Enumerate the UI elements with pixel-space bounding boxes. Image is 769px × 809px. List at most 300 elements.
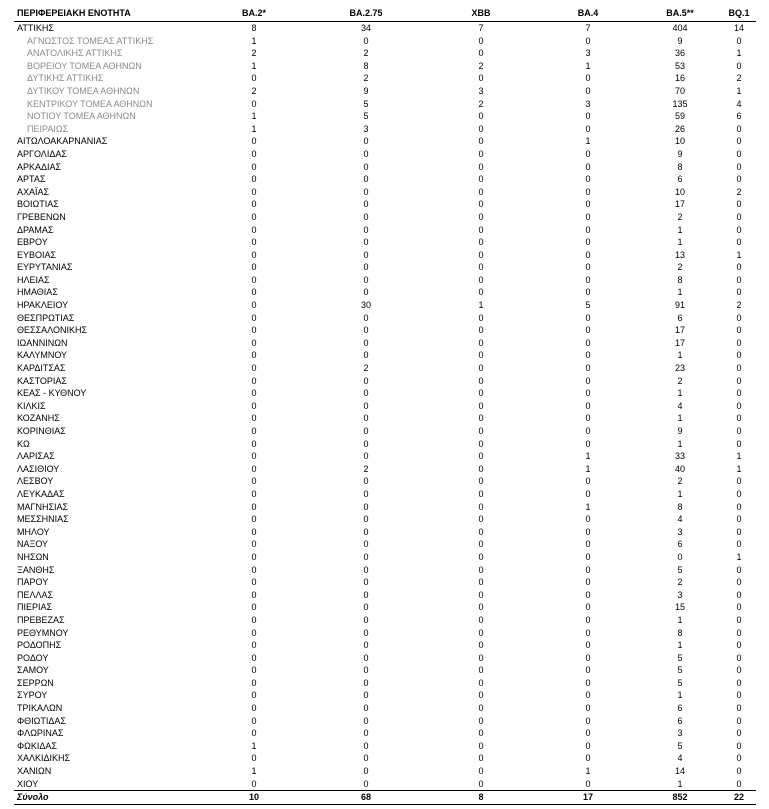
count-cell: 0 <box>736 60 742 71</box>
count-cell: 36 <box>674 48 685 59</box>
count-cell: 0 <box>585 337 591 348</box>
region-name: ΒΟΡΕΙΟΥ ΤΟΜΕΑ ΑΘΗΝΩΝ <box>27 60 142 71</box>
table-row <box>14 715 756 728</box>
sub-region-row <box>14 47 756 60</box>
count-cell: 0 <box>585 186 591 197</box>
count-cell: 1 <box>736 451 742 462</box>
count-cell: 0 <box>736 274 742 285</box>
count-cell: 0 <box>363 161 369 172</box>
region-name: ΑΧΑΪΑΣ <box>17 186 50 197</box>
count-cell: 5 <box>677 677 683 688</box>
table-body <box>14 22 756 791</box>
count-cell: 0 <box>251 375 257 386</box>
region-name: ΛΕΥΚΑΔΑΣ <box>17 488 65 499</box>
count-cell: 0 <box>736 690 742 701</box>
count-cell: 0 <box>478 161 484 172</box>
count-cell: 0 <box>478 740 484 751</box>
count-cell: 5 <box>677 665 683 676</box>
table-row <box>14 538 756 551</box>
count-cell: 0 <box>478 174 484 185</box>
table-row <box>14 702 756 715</box>
region-name: ΑΤΤΙΚΗΣ <box>17 23 54 33</box>
count-cell: 0 <box>736 501 742 512</box>
region-name: ΑΡΚΑΔΙΑΣ <box>17 161 62 172</box>
count-cell: 1 <box>677 237 683 248</box>
count-cell: 0 <box>736 35 742 46</box>
count-cell: 0 <box>478 640 484 651</box>
count-cell: 2 <box>736 186 742 197</box>
region-name: ΧΙΟΥ <box>17 778 39 789</box>
count-cell: 0 <box>251 778 257 789</box>
region-name: ΘΕΣΠΡΩΤΙΑΣ <box>17 312 75 323</box>
table-row <box>14 148 756 161</box>
count-cell: 1 <box>736 551 742 562</box>
count-cell: 3 <box>677 526 683 537</box>
header-bq1: BQ.1 <box>722 5 756 22</box>
count-cell: 0 <box>478 186 484 197</box>
count-cell: 0 <box>363 526 369 537</box>
region-name: ΠΕΙΡΑΙΩΣ <box>27 123 69 134</box>
count-cell: 0 <box>585 123 591 134</box>
region-name: ΔΡΑΜΑΣ <box>17 224 54 235</box>
count-cell: 0 <box>478 274 484 285</box>
count-cell: 0 <box>736 237 742 248</box>
count-cell: 0 <box>585 488 591 499</box>
count-cell: 0 <box>736 148 742 159</box>
count-cell: 0 <box>736 199 742 210</box>
count-cell: 9 <box>677 35 683 46</box>
count-cell: 0 <box>478 400 484 411</box>
count-cell: 0 <box>251 186 257 197</box>
region-name: ΕΥΒΟΙΑΣ <box>17 249 57 260</box>
count-cell: 0 <box>736 740 742 751</box>
count-cell: 0 <box>478 778 484 789</box>
count-cell: 0 <box>363 589 369 600</box>
count-cell: 0 <box>585 211 591 222</box>
count-cell: 6 <box>677 715 683 726</box>
count-cell: 0 <box>736 640 742 651</box>
table-row <box>14 173 756 186</box>
table-row <box>14 727 756 740</box>
table-row <box>14 186 756 199</box>
count-cell: 0 <box>478 501 484 512</box>
table-row <box>14 387 756 400</box>
count-cell: 0 <box>736 488 742 499</box>
count-cell: 0 <box>363 488 369 499</box>
count-cell: 0 <box>478 438 484 449</box>
count-cell: 0 <box>736 614 742 625</box>
count-cell: 0 <box>251 199 257 210</box>
count-cell: 0 <box>251 174 257 185</box>
variants-table-container <box>14 5 756 805</box>
count-cell: 0 <box>478 665 484 676</box>
count-cell: 0 <box>363 136 369 147</box>
count-cell: 0 <box>585 715 591 726</box>
header-ba5: BA.5** <box>638 5 722 22</box>
count-cell: 0 <box>478 148 484 159</box>
count-cell: 0 <box>585 325 591 336</box>
count-cell: 0 <box>363 577 369 588</box>
table-row <box>14 614 756 627</box>
count-cell: 0 <box>251 514 257 525</box>
sub-region-row <box>14 123 756 136</box>
count-cell: 17 <box>674 199 685 210</box>
count-cell: 0 <box>736 388 742 399</box>
table-row <box>14 412 756 425</box>
count-cell: 1 <box>677 640 683 651</box>
count-cell: 6 <box>736 111 742 122</box>
count-cell: 0 <box>736 778 742 789</box>
count-cell: 0 <box>363 539 369 550</box>
count-cell: 0 <box>251 753 257 764</box>
table-row <box>14 551 756 564</box>
count-cell: 0 <box>585 174 591 185</box>
total-cell: 10 <box>200 791 308 805</box>
count-cell: 1 <box>251 766 257 777</box>
count-cell: 0 <box>363 728 369 739</box>
count-cell: 0 <box>736 715 742 726</box>
count-cell: 0 <box>585 85 591 96</box>
count-cell: 0 <box>478 476 484 487</box>
table-row <box>14 135 756 148</box>
count-cell: 0 <box>478 463 484 474</box>
count-cell: 0 <box>478 715 484 726</box>
count-cell: 0 <box>736 476 742 487</box>
count-cell: 2 <box>363 48 369 59</box>
region-name: ΧΑΝΙΩΝ <box>17 766 52 777</box>
count-cell: 0 <box>585 312 591 323</box>
count-cell: 4 <box>677 400 683 411</box>
region-name: ΞΑΝΘΗΣ <box>17 564 55 575</box>
count-cell: 8 <box>251 23 257 33</box>
count-cell: 0 <box>478 262 484 273</box>
count-cell: 6 <box>677 174 683 185</box>
count-cell: 0 <box>736 400 742 411</box>
count-cell: 1 <box>677 614 683 625</box>
count-cell: 0 <box>585 438 591 449</box>
count-cell: 0 <box>363 665 369 676</box>
table-row <box>14 488 756 501</box>
count-cell: 0 <box>585 224 591 235</box>
count-cell: 0 <box>736 211 742 222</box>
count-cell: 0 <box>251 728 257 739</box>
count-cell: 14 <box>674 766 685 777</box>
count-cell: 0 <box>251 350 257 361</box>
count-cell: 4 <box>677 753 683 764</box>
count-cell: 17 <box>674 325 685 336</box>
count-cell: 0 <box>251 703 257 714</box>
count-cell: 2 <box>736 300 742 311</box>
count-cell: 0 <box>363 174 369 185</box>
count-cell: 91 <box>674 300 685 311</box>
region-name: ΔΥΤΙΚΗΣ ΑΤΤΙΚΗΣ <box>27 73 104 84</box>
count-cell: 0 <box>585 35 591 46</box>
count-cell: 0 <box>585 413 591 424</box>
region-name: ΣΥΡΟΥ <box>17 690 48 701</box>
count-cell: 0 <box>478 199 484 210</box>
table-row <box>14 324 756 337</box>
sub-region-row <box>14 35 756 48</box>
count-cell: 0 <box>736 728 742 739</box>
region-name: ΦΘΙΩΤΙΔΑΣ <box>17 715 66 726</box>
count-cell: 1 <box>736 48 742 59</box>
count-cell: 0 <box>363 375 369 386</box>
count-cell: 0 <box>363 312 369 323</box>
table-row <box>14 689 756 702</box>
region-name: ΝΗΣΩΝ <box>17 551 49 562</box>
count-cell: 0 <box>363 614 369 625</box>
count-cell: 0 <box>478 627 484 638</box>
region-name: ΗΜΑΘΙΑΣ <box>17 287 58 298</box>
count-cell: 0 <box>736 375 742 386</box>
count-cell: 6 <box>677 703 683 714</box>
count-cell: 3 <box>677 589 683 600</box>
count-cell: 0 <box>251 539 257 550</box>
region-name: ΠΕΛΛΑΣ <box>17 589 54 600</box>
count-cell: 0 <box>251 488 257 499</box>
region-name: ΚΕΑΣ - ΚΥΘΝΟΥ <box>17 388 87 399</box>
count-cell: 0 <box>478 577 484 588</box>
count-cell: 0 <box>478 35 484 46</box>
count-cell: 0 <box>363 325 369 336</box>
count-cell: 0 <box>585 476 591 487</box>
count-cell: 40 <box>674 463 685 474</box>
count-cell: 1 <box>251 60 257 71</box>
count-cell: 0 <box>736 136 742 147</box>
count-cell: 0 <box>736 363 742 374</box>
count-cell: 1 <box>585 766 591 777</box>
region-name: ΑΡΤΑΣ <box>17 174 46 185</box>
count-cell: 70 <box>674 85 685 96</box>
count-cell: 0 <box>736 602 742 613</box>
table-row <box>14 438 756 451</box>
count-cell: 0 <box>363 602 369 613</box>
region-name: ΓΡΕΒΕΝΩΝ <box>17 211 66 222</box>
region-name: ΜΕΣΣΗΝΙΑΣ <box>17 514 69 525</box>
count-cell: 8 <box>677 501 683 512</box>
count-cell: 0 <box>478 375 484 386</box>
count-cell: 0 <box>478 287 484 298</box>
region-name: ΠΡΕΒΕΖΑΣ <box>17 614 65 625</box>
count-cell: 2 <box>363 363 369 374</box>
count-cell: 7 <box>585 23 591 33</box>
count-cell: 0 <box>736 577 742 588</box>
count-cell: 0 <box>478 488 484 499</box>
count-cell: 0 <box>251 224 257 235</box>
count-cell: 0 <box>251 262 257 273</box>
count-cell: 0 <box>478 602 484 613</box>
count-cell: 0 <box>251 237 257 248</box>
count-cell: 0 <box>478 388 484 399</box>
count-cell: 0 <box>478 753 484 764</box>
count-cell: 0 <box>736 766 742 777</box>
count-cell: 0 <box>251 312 257 323</box>
count-cell: 33 <box>674 451 685 462</box>
count-cell: 0 <box>363 564 369 575</box>
table-row <box>14 513 756 526</box>
count-cell: 0 <box>585 602 591 613</box>
table-row <box>14 425 756 438</box>
count-cell: 0 <box>478 728 484 739</box>
count-cell: 1 <box>677 438 683 449</box>
count-cell: 0 <box>478 73 484 84</box>
count-cell: 0 <box>478 690 484 701</box>
count-cell: 0 <box>736 665 742 676</box>
count-cell: 0 <box>585 388 591 399</box>
total-label: Σύνολο <box>14 791 200 805</box>
count-cell: 23 <box>674 363 685 374</box>
region-name: ΑΙΤΩΛΟΑΚΑΡΝΑΝΙΑΣ <box>17 136 108 147</box>
count-cell: 0 <box>585 589 591 600</box>
count-cell: 0 <box>736 312 742 323</box>
count-cell: 0 <box>736 526 742 537</box>
count-cell: 0 <box>585 703 591 714</box>
count-cell: 0 <box>251 602 257 613</box>
count-cell: 0 <box>585 627 591 638</box>
count-cell: 0 <box>736 677 742 688</box>
count-cell: 0 <box>251 161 257 172</box>
count-cell: 0 <box>251 388 257 399</box>
region-name: ΗΡΑΚΛΕΙΟΥ <box>17 300 69 311</box>
count-cell: 6 <box>677 539 683 550</box>
count-cell: 0 <box>363 262 369 273</box>
header-ba275: BA.2.75 <box>308 5 424 22</box>
count-cell: 0 <box>585 375 591 386</box>
count-cell: 0 <box>251 589 257 600</box>
count-cell: 5 <box>363 98 369 109</box>
count-cell: 0 <box>478 363 484 374</box>
count-cell: 0 <box>585 249 591 260</box>
count-cell: 0 <box>251 564 257 575</box>
region-name: ΗΛΕΙΑΣ <box>17 274 50 285</box>
count-cell: 1 <box>677 488 683 499</box>
count-cell: 0 <box>478 123 484 134</box>
region-name: ΙΩΑΝΝΙΝΩΝ <box>17 337 68 348</box>
count-cell: 0 <box>478 551 484 562</box>
count-cell: 14 <box>733 23 744 33</box>
count-cell: 0 <box>363 211 369 222</box>
count-cell: 1 <box>478 300 484 311</box>
count-cell: 0 <box>585 551 591 562</box>
region-name: ΚΙΛΚΙΣ <box>17 400 46 411</box>
table-row <box>14 526 756 539</box>
count-cell: 0 <box>251 652 257 663</box>
region-name: ΦΩΚΙΔΑΣ <box>17 740 57 751</box>
count-cell: 5 <box>585 300 591 311</box>
count-cell: 0 <box>251 73 257 84</box>
count-cell: 404 <box>672 23 688 33</box>
sub-region-row <box>14 98 756 111</box>
count-cell: 5 <box>677 740 683 751</box>
count-cell: 1 <box>677 388 683 399</box>
count-cell: 0 <box>478 312 484 323</box>
table-row <box>14 664 756 677</box>
table-row <box>14 576 756 589</box>
count-cell: 2 <box>677 476 683 487</box>
count-cell: 0 <box>478 350 484 361</box>
count-cell: 3 <box>585 98 591 109</box>
count-cell: 0 <box>363 438 369 449</box>
table-row <box>14 589 756 602</box>
count-cell: 8 <box>363 60 369 71</box>
table-row <box>14 778 756 791</box>
count-cell: 0 <box>585 564 591 575</box>
count-cell: 0 <box>363 703 369 714</box>
region-name: ΚΟΡΙΝΘΙΑΣ <box>17 426 66 436</box>
table-row <box>14 299 756 312</box>
count-cell: 0 <box>736 627 742 638</box>
count-cell: 0 <box>363 249 369 260</box>
count-cell: 0 <box>363 400 369 411</box>
count-cell: 1 <box>585 136 591 147</box>
total-cell: 17 <box>538 791 638 805</box>
count-cell: 0 <box>251 325 257 336</box>
count-cell: 8 <box>677 274 683 285</box>
region-name: ΡΟΔΟΥ <box>17 652 49 663</box>
count-cell: 0 <box>363 451 369 462</box>
count-cell: 0 <box>585 778 591 789</box>
count-cell: 0 <box>736 539 742 550</box>
count-cell: 0 <box>478 451 484 462</box>
count-cell: 0 <box>363 690 369 701</box>
sub-region-row <box>14 110 756 123</box>
count-cell: 2 <box>363 463 369 474</box>
count-cell: 0 <box>478 136 484 147</box>
count-cell: 0 <box>363 413 369 424</box>
count-cell: 9 <box>363 85 369 96</box>
count-cell: 0 <box>363 753 369 764</box>
count-cell: 0 <box>736 438 742 449</box>
count-cell: 0 <box>736 564 742 575</box>
count-cell: 0 <box>585 640 591 651</box>
region-name: ΔΥΤΙΚΟΥ ΤΟΜΕΑ ΑΘΗΝΩΝ <box>27 85 140 96</box>
count-cell: 10 <box>674 136 685 147</box>
count-cell: 1 <box>677 350 683 361</box>
count-cell: 0 <box>677 551 683 562</box>
table-row <box>14 337 756 350</box>
count-cell: 0 <box>585 514 591 525</box>
count-cell: 0 <box>736 123 742 134</box>
count-cell: 0 <box>478 224 484 235</box>
count-cell: 0 <box>251 640 257 651</box>
count-cell: 5 <box>677 652 683 663</box>
count-cell: 0 <box>585 539 591 550</box>
region-name: ΚΑΛΥΜΝΟΥ <box>17 350 68 361</box>
count-cell: 0 <box>363 652 369 663</box>
region-name: ΧΑΛΚΙΔΙΚΗΣ <box>17 753 71 764</box>
count-cell: 0 <box>251 426 257 436</box>
count-cell: 34 <box>360 23 371 33</box>
table-row <box>14 211 756 224</box>
count-cell: 0 <box>363 766 369 777</box>
count-cell: 1 <box>677 287 683 298</box>
region-name: ΑΡΓΟΛΙΔΑΣ <box>17 148 67 159</box>
count-cell: 0 <box>363 677 369 688</box>
count-cell: 0 <box>478 526 484 537</box>
region-name: ΠΑΡΟΥ <box>17 577 49 588</box>
count-cell: 0 <box>478 413 484 424</box>
count-cell: 2 <box>478 60 484 71</box>
count-cell: 3 <box>363 123 369 134</box>
count-cell: 1 <box>677 778 683 789</box>
count-cell: 1 <box>677 224 683 235</box>
count-cell: 0 <box>478 211 484 222</box>
count-cell: 59 <box>674 111 685 122</box>
count-cell: 0 <box>585 577 591 588</box>
count-cell: 1 <box>251 123 257 134</box>
region-name: ΣΕΡΡΩΝ <box>17 677 54 688</box>
region-name: ΡΕΘΥΜΝΟΥ <box>17 627 69 638</box>
